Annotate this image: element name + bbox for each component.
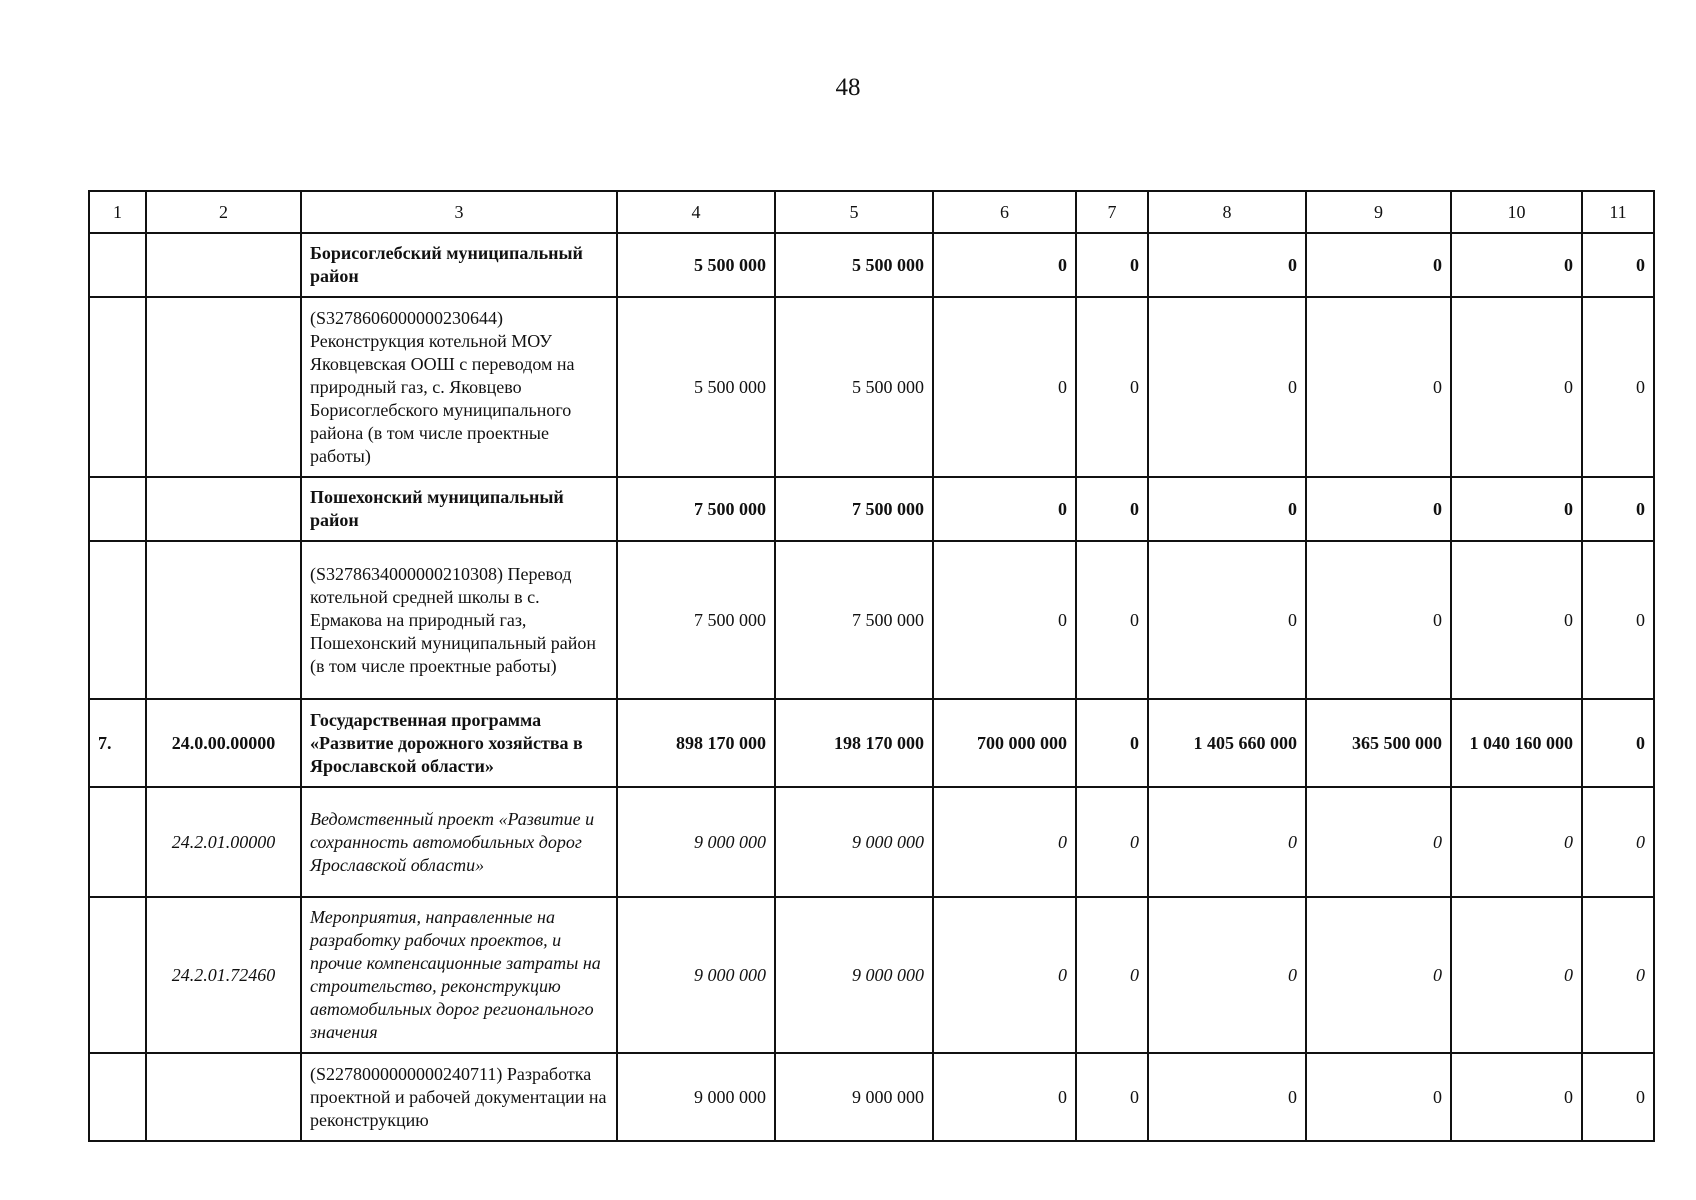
- value-cell-col-9: 0: [1306, 787, 1451, 897]
- value-cell-col-11: 0: [1582, 233, 1654, 297]
- value-cell-col-10: 1 040 160 000: [1451, 699, 1582, 787]
- row-code-cell: [146, 297, 301, 477]
- value-cell-col-8: 0: [1148, 477, 1306, 541]
- table-row: [89, 297, 1654, 477]
- value-cell-col-4: 898 170 000: [617, 699, 775, 787]
- column-header-3: 3: [301, 191, 617, 233]
- value-cell-col-10: 0: [1451, 787, 1582, 897]
- value-cell-col-9: 0: [1306, 541, 1451, 699]
- value-cell-col-8: 0: [1148, 233, 1306, 297]
- value-cell-col-6: 0: [933, 297, 1076, 477]
- value-cell-col-8: 0: [1148, 897, 1306, 1053]
- row-index-cell: [89, 477, 146, 541]
- value-cell-col-4: 7 500 000: [617, 477, 775, 541]
- value-cell-col-4: 7 500 000: [617, 541, 775, 699]
- row-code-cell: [146, 233, 301, 297]
- value-cell-col-10: 0: [1451, 477, 1582, 541]
- column-header-2: 2: [146, 191, 301, 233]
- value-cell-col-7: 0: [1076, 477, 1148, 541]
- value-cell-col-4: 9 000 000: [617, 897, 775, 1053]
- row-index-cell: [89, 1053, 146, 1141]
- table-row: [89, 1053, 1654, 1141]
- value-cell-col-7: 0: [1076, 1053, 1148, 1141]
- column-header-8: 8: [1148, 191, 1306, 233]
- value-cell-col-4: 9 000 000: [617, 1053, 775, 1141]
- row-code-cell: [146, 541, 301, 699]
- value-cell-col-5: 7 500 000: [775, 541, 933, 699]
- value-cell-col-4: 9 000 000: [617, 787, 775, 897]
- row-name-cell: (S3278634000000210308) Перевод котельной средней школы в с. Ермакова на природный газ, Пошехонский муниципальный район (в том числе проектные работы): [301, 541, 617, 699]
- value-cell-col-6: 0: [933, 787, 1076, 897]
- value-cell-col-6: 0: [933, 1053, 1076, 1141]
- row-code-cell: 24.2.01.00000: [146, 787, 301, 897]
- value-cell-col-5: 5 500 000: [775, 233, 933, 297]
- row-code-cell: [146, 477, 301, 541]
- value-cell-col-11: 0: [1582, 699, 1654, 787]
- table-row: [89, 699, 1654, 787]
- value-cell-col-11: 0: [1582, 787, 1654, 897]
- value-cell-col-6: 0: [933, 477, 1076, 541]
- column-header-6: 6: [933, 191, 1076, 233]
- table-body: [89, 233, 1654, 1141]
- value-cell-col-6: 0: [933, 897, 1076, 1053]
- value-cell-col-8: 0: [1148, 541, 1306, 699]
- value-cell-col-10: 0: [1451, 233, 1582, 297]
- table-row: [89, 233, 1654, 297]
- row-name-cell: (S2278000000000240711) Разработка проектной и рабочей документации на реконструкцию: [301, 1053, 617, 1141]
- value-cell-col-11: 0: [1582, 897, 1654, 1053]
- header-row: [89, 191, 1654, 233]
- value-cell-col-5: 9 000 000: [775, 897, 933, 1053]
- value-cell-col-9: 0: [1306, 297, 1451, 477]
- row-code-cell: 24.2.01.72460: [146, 897, 301, 1053]
- value-cell-col-9: 0: [1306, 233, 1451, 297]
- column-header-5: 5: [775, 191, 933, 233]
- table-row: [89, 477, 1654, 541]
- value-cell-col-6: 0: [933, 541, 1076, 699]
- value-cell-col-8: 0: [1148, 1053, 1306, 1141]
- value-cell-col-10: 0: [1451, 1053, 1582, 1141]
- value-cell-col-9: 0: [1306, 897, 1451, 1053]
- value-cell-col-8: 1 405 660 000: [1148, 699, 1306, 787]
- value-cell-col-7: 0: [1076, 897, 1148, 1053]
- value-cell-col-10: 0: [1451, 897, 1582, 1053]
- value-cell-col-5: 9 000 000: [775, 787, 933, 897]
- row-name-cell: Пошехонский муниципальный район: [301, 477, 617, 541]
- value-cell-col-4: 5 500 000: [617, 297, 775, 477]
- row-index-cell: [89, 541, 146, 699]
- value-cell-col-11: 0: [1582, 1053, 1654, 1141]
- table-row: [89, 541, 1654, 699]
- table-row: [89, 787, 1654, 897]
- row-index-cell: 7.: [89, 699, 146, 787]
- value-cell-col-8: 0: [1148, 787, 1306, 897]
- budget-table: [88, 190, 1655, 1142]
- value-cell-col-7: 0: [1076, 787, 1148, 897]
- column-header-7: 7: [1076, 191, 1148, 233]
- value-cell-col-7: 0: [1076, 541, 1148, 699]
- row-index-cell: [89, 233, 146, 297]
- value-cell-col-5: 5 500 000: [775, 297, 933, 477]
- value-cell-col-9: 0: [1306, 1053, 1451, 1141]
- value-cell-col-10: 0: [1451, 297, 1582, 477]
- row-name-cell: Ведомственный проект «Развитие и сохранность автомобильных дорог Ярославской области»: [301, 787, 617, 897]
- row-index-cell: [89, 297, 146, 477]
- value-cell-col-6: 700 000 000: [933, 699, 1076, 787]
- column-header-1: 1: [89, 191, 146, 233]
- value-cell-col-5: 7 500 000: [775, 477, 933, 541]
- value-cell-col-6: 0: [933, 233, 1076, 297]
- row-code-cell: 24.0.00.00000: [146, 699, 301, 787]
- row-index-cell: [89, 897, 146, 1053]
- value-cell-col-7: 0: [1076, 297, 1148, 477]
- value-cell-col-11: 0: [1582, 477, 1654, 541]
- column-header-4: 4: [617, 191, 775, 233]
- row-code-cell: [146, 1053, 301, 1141]
- table-row: [89, 897, 1654, 1053]
- row-name-cell: Государственная программа «Развитие дорожного хозяйства в Ярославской области»: [301, 699, 617, 787]
- column-header-10: 10: [1451, 191, 1582, 233]
- column-header-11: 11: [1582, 191, 1654, 233]
- row-name-cell: Мероприятия, направленные на разработку рабочих проектов, и прочие компенсационные затраты на строительство, реконструкцию автомобильных дорог регионального значения: [301, 897, 617, 1053]
- value-cell-col-11: 0: [1582, 297, 1654, 477]
- row-index-cell: [89, 787, 146, 897]
- value-cell-col-8: 0: [1148, 297, 1306, 477]
- value-cell-col-9: 0: [1306, 477, 1451, 541]
- value-cell-col-9: 365 500 000: [1306, 699, 1451, 787]
- value-cell-col-10: 0: [1451, 541, 1582, 699]
- row-name-cell: (S3278606000000230644) Реконструкция котельной МОУ Яковцевская ООШ с переводом на природный газ, с. Яковцево Борисоглебского муниципального района (в том числе проектные работы): [301, 297, 617, 477]
- value-cell-col-5: 198 170 000: [775, 699, 933, 787]
- value-cell-col-5: 9 000 000: [775, 1053, 933, 1141]
- page-number: 48: [835, 74, 861, 101]
- value-cell-col-7: 0: [1076, 699, 1148, 787]
- value-cell-col-4: 5 500 000: [617, 233, 775, 297]
- column-header-9: 9: [1306, 191, 1451, 233]
- value-cell-col-7: 0: [1076, 233, 1148, 297]
- row-name-cell: Борисоглебский муниципальный район: [301, 233, 617, 297]
- value-cell-col-11: 0: [1582, 541, 1654, 699]
